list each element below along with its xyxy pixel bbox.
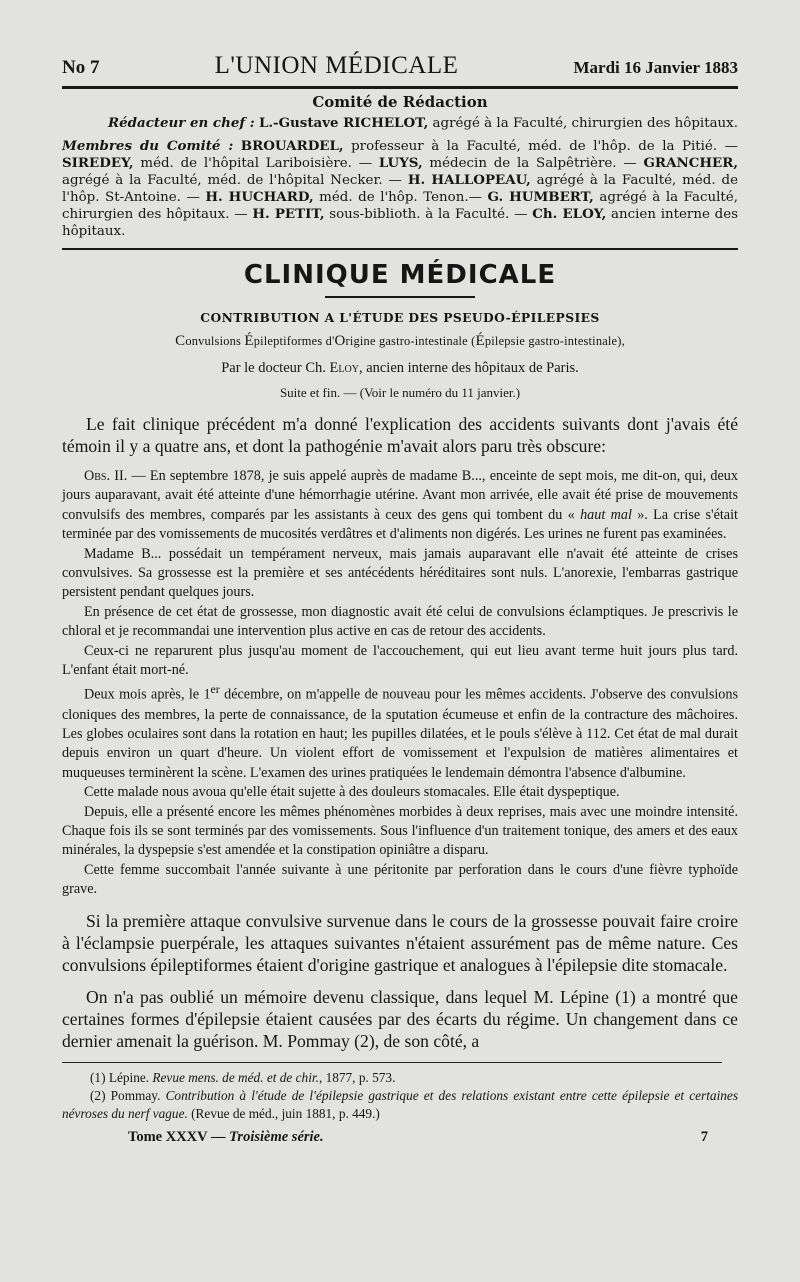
observation-paragraph: En présence de cet état de grossesse, mon diagnostic avait été celui de convulsions éclamptiques. Je prescrivis le chloral et je recommandai une intervention plus active en cas de retour des accidents. xyxy=(62,603,738,640)
member-name: Ch. ELOY, xyxy=(532,206,607,222)
footnote-rule xyxy=(62,1062,722,1063)
committee-rule xyxy=(62,248,738,250)
observation-paragraph: Deux mois après, le 1er décembre, on m'appelle de nouveau pour les mêmes accidents. J'observe des convulsions cloniques des membres, la perte de connaissance, de la sputation écumeuse et enfin de la contracture des mâchoires. Les globes oculaires sont dans la rotation en haut; les pupilles dilatées, et le pouls s'élève à 112. Cet état de mal durait depuis environ un quart d'heure. Un violent effort de vomissement et l'expulsion de matières alimentaires et muqueuses terminèrent la scène. L'examen des urines pratiquées le lendemain démontra l'absence d'albumine. xyxy=(62,682,738,781)
footnotes xyxy=(62,1062,738,1123)
page-footer xyxy=(62,1129,738,1146)
observation-paragraph: Cette femme succombait l'année suivante à une péritonite par perforation dans le cours d'une fièvre typhoïde grave. xyxy=(62,861,738,898)
observation-paragraph: Cette malade nous avoua qu'elle était sujette à des douleurs stomacales. Elle était dyspeptique. xyxy=(84,784,620,801)
editorial-committee xyxy=(62,93,738,240)
page-header xyxy=(62,52,738,80)
observation-paragraph: Depuis, elle a présenté encore les mêmes phénomènes morbides à deux reprises, mais avec une moindre intensité. Chaque fois ils se sont terminés par des vomissements. Sous l'influence d'un traitement tonique, des amers et des eaux minérales, la dyspepsie s'est amendée et la constipation opiniâtre a disparu. xyxy=(62,803,738,859)
footnote: (2) Pommay. Contribution à l'étude de l'épilepsie gastrique et des relations existant entre cette épilepsie et certaines névroses du nerf vague. (Revue de méd., juin 1881, p. 449.) xyxy=(62,1087,738,1121)
editor-in-chief xyxy=(62,115,738,132)
member-desc: agrégé à la Faculté, chirurgien des hôpitaux. — xyxy=(62,190,738,222)
member-name: GRANCHER, xyxy=(643,155,738,171)
header-rule xyxy=(62,86,738,89)
member-name: H. HALLOPEAU, xyxy=(407,172,531,188)
observation-paragraph: Madame B... possédait un tempérament nerveux, mais jamais auparavant elle n'avait été atteinte de crises convulsives. Sa grossesse est la première et ses antécédents héréditaires sont nuls. L'anorexie, l'embarras gastrique persistent pendant quelques jours. xyxy=(62,545,738,601)
observation-paragraph: Ceux-ci ne reparurent plus jusqu'au moment de l'accouchement, qui eut lieu avant terme huit jours plus tard. L'enfant était mort-né. xyxy=(62,642,738,679)
continuation-note: Suite et fin. — (Voir le numéro du 11 janvier.) xyxy=(279,385,521,400)
member-desc: agrégé à la Faculté, méd. de l'hôpital Necker. — xyxy=(62,173,408,188)
body-paragraph: Si la première attaque convulsive survenue dans le cours de la grossesse pouvait faire croire à l'éclampsie puerpérale, les attaques suivantes n'étaient assurément pas de même nature. Ces convulsions épileptiformes étaient d'origine gastrique et analogues à l'épilepsie dite stomacale. xyxy=(62,910,738,975)
editor-label: Rédacteur en chef : xyxy=(108,115,255,131)
body-paragraph: On n'a pas oublié un mémoire devenu classique, dans lequel M. Lépine (1) a montré que certaines formes d'épilepsie étaient causées par des écarts du régime. Un changement dans ce dernier amenait la guérison. M. Pommay (2), de son côté, a xyxy=(62,986,738,1051)
article-title: CONTRIBUTION A L'ÉTUDE DES PSEUDO-ÉPILEPSIES xyxy=(200,310,600,325)
issue-number: No 7 xyxy=(62,57,100,78)
intro-paragraph: Le fait clinique précédent m'a donné l'explication des accidents suivants dont j'avais été témoin il y a quatre ans, et dont la pathogénie m'avait alors paru très obscure: xyxy=(62,414,738,456)
page-number: 7 xyxy=(700,1128,708,1145)
member-desc: agrégé à la Faculté, méd. de l'hôp. St-Antoine. — xyxy=(62,173,738,205)
member-desc: médecin de la Salpêtrière. — xyxy=(422,156,644,171)
member-name: SIREDEY, xyxy=(62,155,134,171)
issue-date: Mardi 16 Janvier 1883 xyxy=(573,58,738,77)
editor-name: L.-Gustave RICHELOT, xyxy=(258,115,429,131)
volume-info: Tome XXXV — Troisième série. xyxy=(128,1128,324,1145)
article-author: Par le docteur Ch. Eloy, ancien interne des hôpitaux de Paris. xyxy=(221,360,579,376)
members-label: Membres du Comité : xyxy=(62,138,234,154)
member-desc: méd. de l'hôp. Tenon.— xyxy=(313,190,488,205)
member-desc: ancien interne des hôpitaux. xyxy=(62,207,738,239)
observation-paragraph: Obs. II. — En septembre 1878, je suis appelé auprès de madame B..., enceinte de sept mois, me dit-on, qui, deux jours auparavant, avait été atteinte d'une hémorrhagie utérine. Avant mon arrivée, elle avait été prise de mouvements convulsifs des membres, comparés par les assistants à ceux des gens qui tombent du « haut mal ». La crise s'était terminée par des vomissements de mucosités verdâtres et d'aliments non digérés. Les urines ne furent pas examinées. xyxy=(62,468,738,543)
member-name: H. PETIT, xyxy=(252,206,325,222)
committee-members xyxy=(62,138,738,240)
article-intro xyxy=(62,413,738,457)
footnote: (1) Lépine. Revue mens. de méd. et de chir., 1877, p. 573. xyxy=(90,1069,396,1085)
section-rule xyxy=(325,296,475,298)
member-name: G. HUMBERT, xyxy=(487,189,594,205)
editor-desc: agrégé à la Faculté, chirurgien des hôpitaux. xyxy=(428,116,738,131)
member-name: LUYS, xyxy=(378,155,423,171)
member-desc: professeur à la Faculté, méd. de l'hôp. de la Pitié. — xyxy=(343,139,738,154)
observation-block xyxy=(62,467,738,900)
committee-title: Comité de Rédaction xyxy=(312,93,488,111)
member-desc: sous-biblioth. à la Faculté. — xyxy=(324,207,533,222)
member-name: H. HUCHARD, xyxy=(205,189,314,205)
member-desc: méd. de l'hôpital Lariboisière. — xyxy=(133,156,379,171)
article-subtitle: Convulsions Épileptiformes d'Origine gastro-intestinale (Épilepsie gastro-intestinale), xyxy=(175,333,625,349)
journal-title: L'UNION MÉDICALE xyxy=(214,52,459,79)
section-title: CLINIQUE MÉDICALE xyxy=(243,260,557,290)
article-body xyxy=(62,910,738,1052)
member-name: BROUARDEL, xyxy=(240,138,344,154)
